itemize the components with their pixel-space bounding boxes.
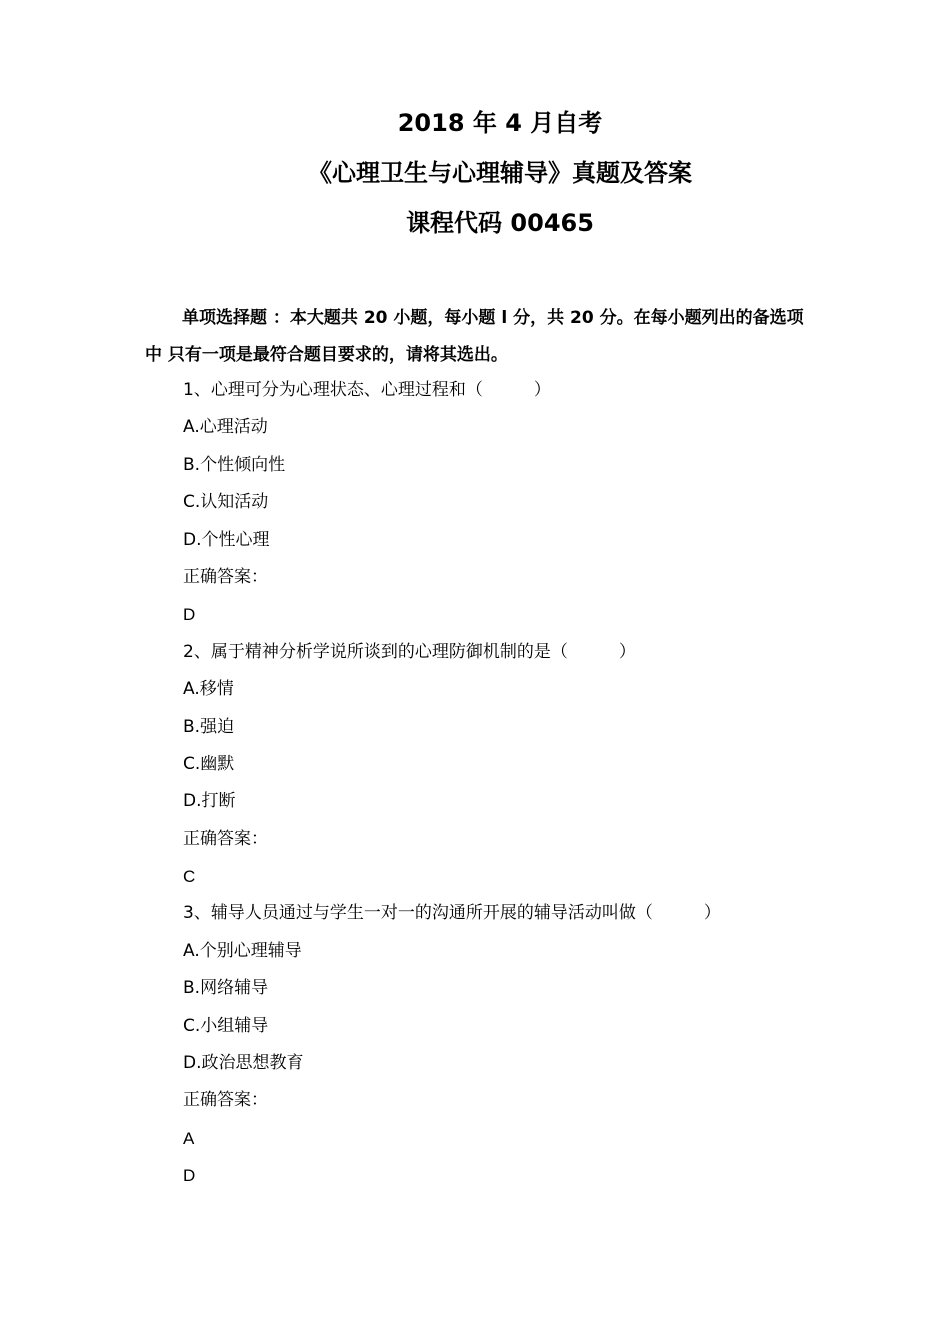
option-c: C.认知活动 bbox=[183, 492, 269, 513]
section-instructions: 单项选择题 ：本大题共 20 小题，每小题 l 分，共 20 分。在每小题列出的备选项中 只有一项是最符合题目要求的，请将其选出。 bbox=[145, 308, 804, 365]
question-2 bbox=[183, 634, 823, 896]
answer-value: C bbox=[183, 867, 196, 887]
answer-label: 正确答案： bbox=[183, 566, 268, 587]
exam-date-title: 2018 年 4 月自考 bbox=[397, 109, 603, 137]
answer-label: 正确答案： bbox=[183, 1090, 268, 1111]
question-stem: 3、辅导人员通过与学生一对一的沟通所开展的辅导活动叫做（ ） bbox=[183, 903, 721, 924]
question-list bbox=[183, 372, 823, 1195]
option-b: B.网络辅导 bbox=[183, 978, 269, 999]
trailing-text: D bbox=[183, 1166, 196, 1186]
option-b: B.强迫 bbox=[183, 716, 235, 737]
answer-value: A bbox=[183, 1128, 195, 1148]
answer-value: D bbox=[183, 605, 196, 625]
option-d: D.个性心理 bbox=[183, 529, 270, 550]
option-a: A.移情 bbox=[183, 679, 234, 700]
option-b: B.个性倾向性 bbox=[183, 454, 286, 475]
option-d: D.打断 bbox=[183, 791, 236, 812]
course-code-title: 课程代码 00465 bbox=[406, 209, 594, 237]
option-a: A.个别心理辅导 bbox=[183, 940, 302, 961]
question-1 bbox=[183, 372, 823, 634]
question-stem: 1、心理可分为心理状态、心理过程和（ ） bbox=[183, 380, 551, 400]
title-block bbox=[0, 98, 950, 248]
answer-label: 正确答案： bbox=[183, 828, 268, 849]
question-3 bbox=[183, 895, 823, 1157]
option-d: D.政治思想教育 bbox=[183, 1053, 304, 1074]
option-a: A.心理活动 bbox=[183, 417, 268, 438]
option-c: C.幽默 bbox=[183, 753, 235, 774]
course-title: 《心理卫生与心理辅导》真题及答案 bbox=[308, 159, 692, 187]
option-c: C.小组辅导 bbox=[183, 1015, 269, 1036]
question-stem: 2、属于精神分析学说所谈到的心理防御机制的是（ ） bbox=[183, 641, 636, 662]
